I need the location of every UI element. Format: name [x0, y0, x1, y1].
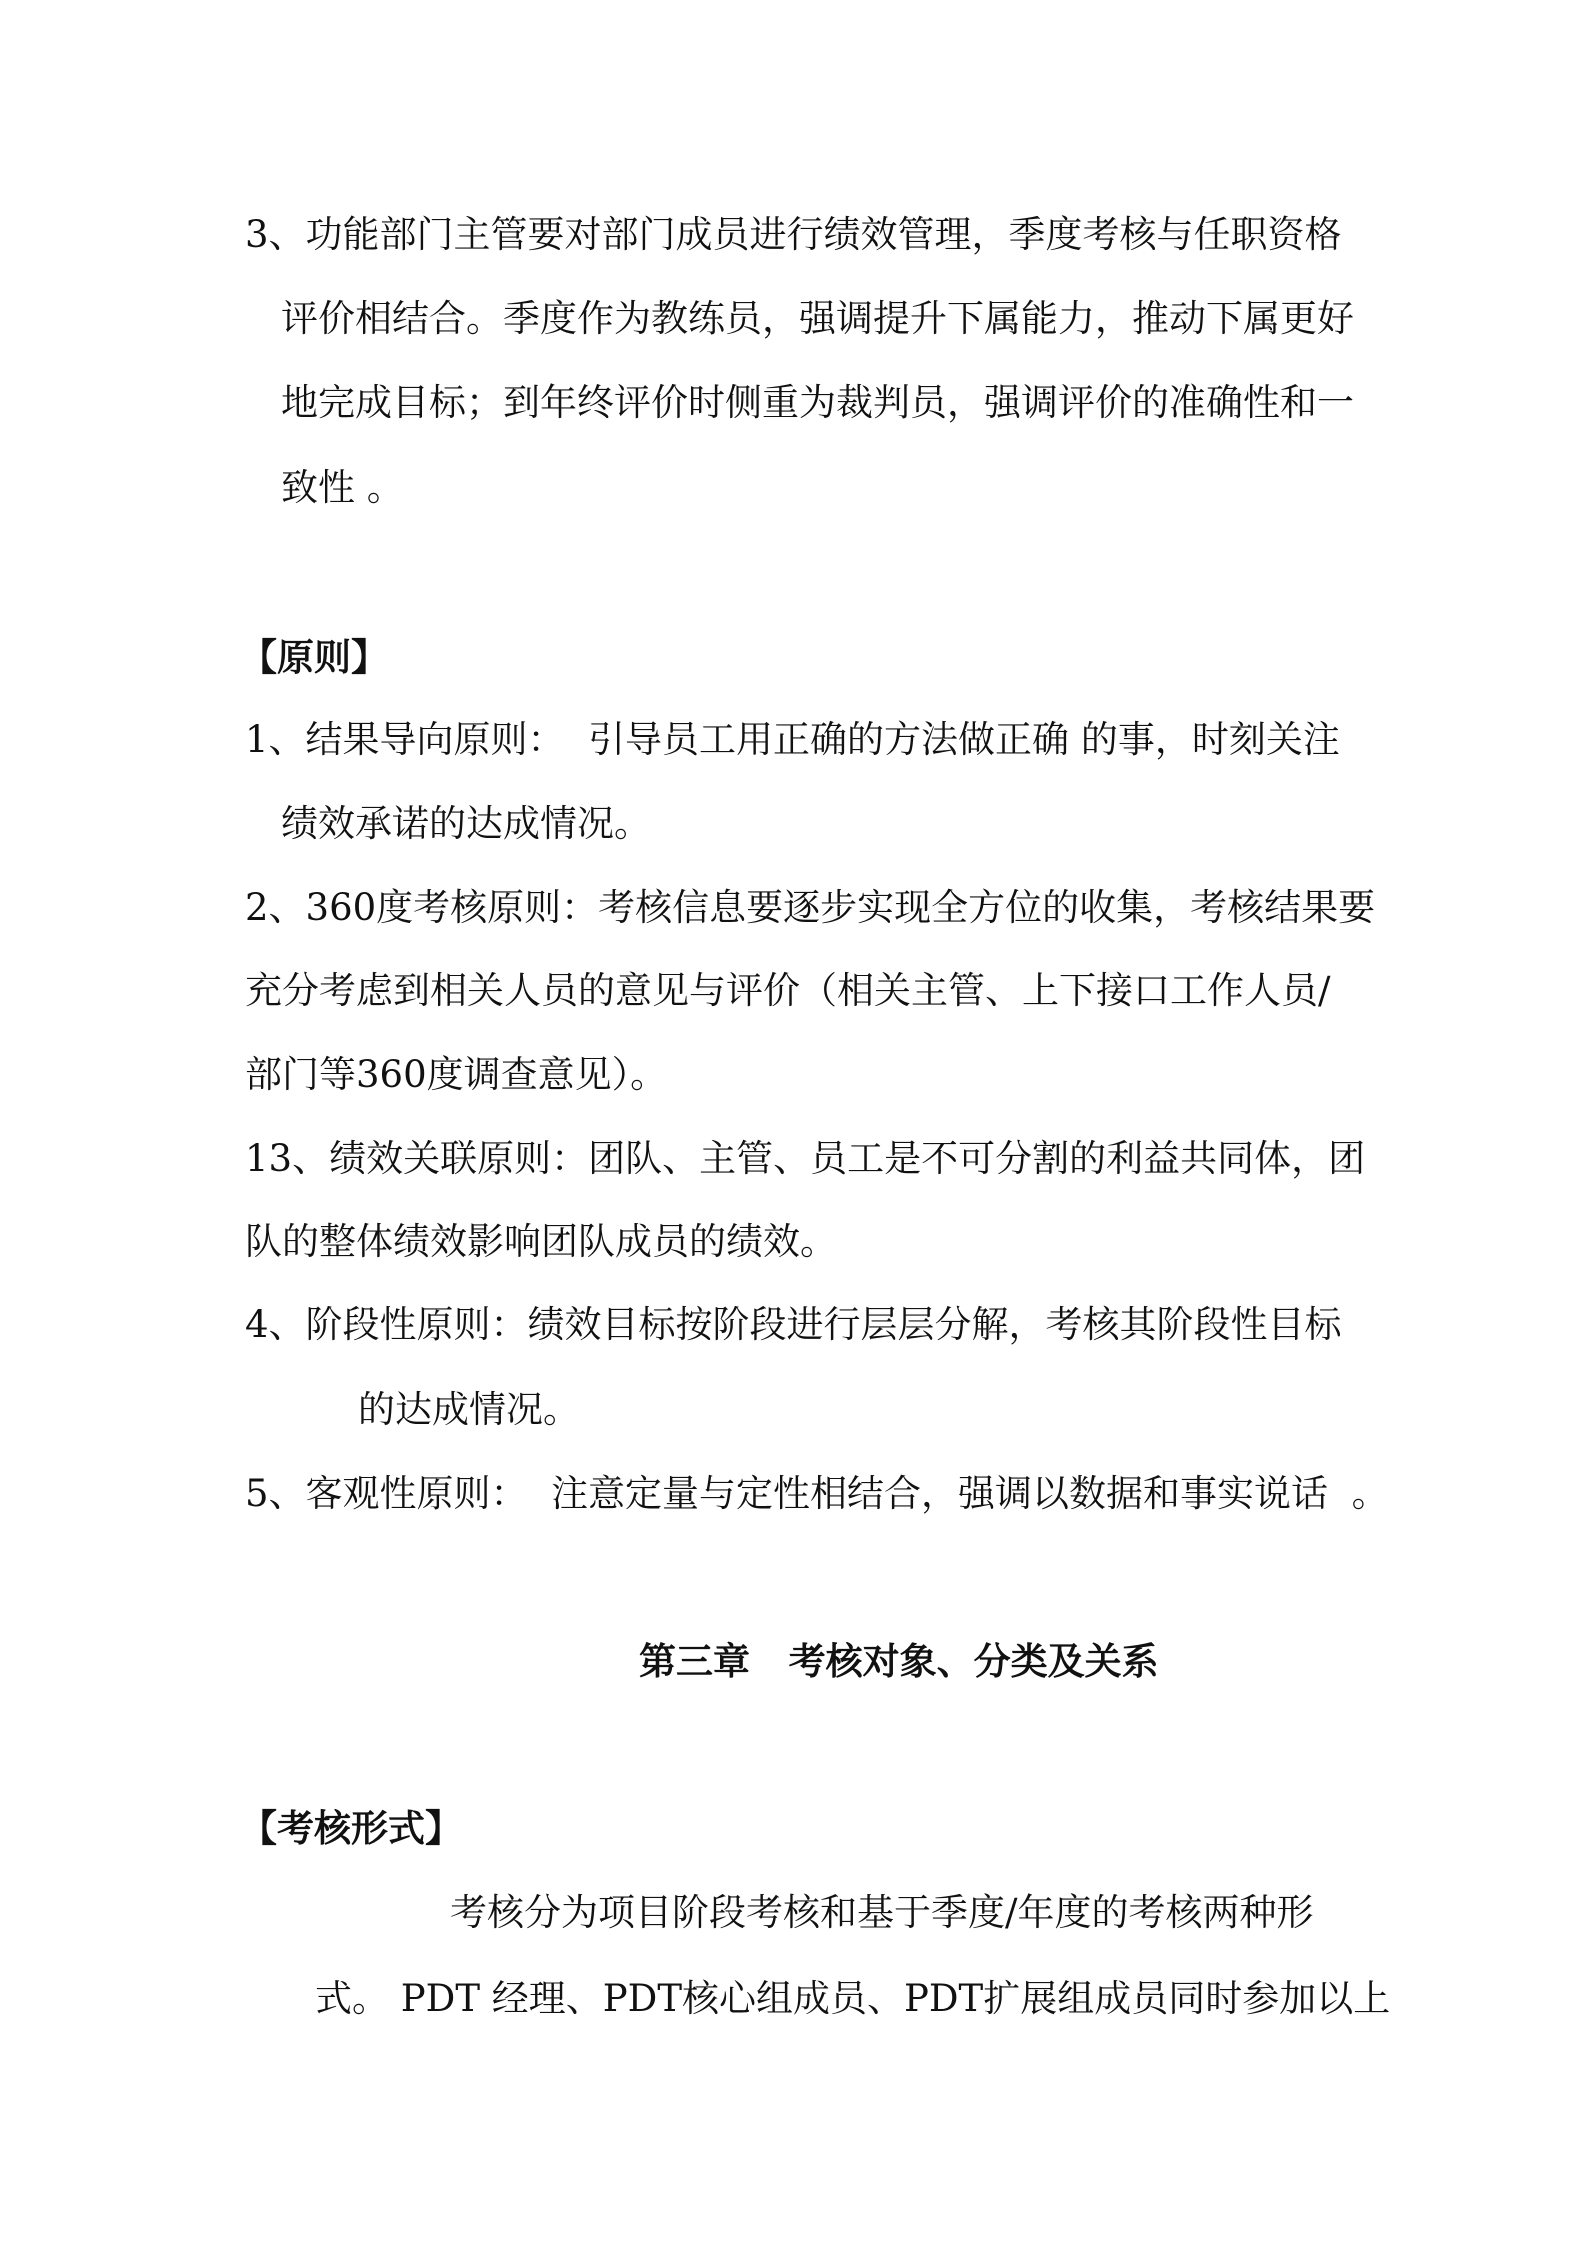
paragraph-line: 评价相结合。季度作为教练员，强调提升下属能力，推动下属更好 [281, 297, 1354, 340]
paragraph-line: 地完成目标；到年终评价时侧重为裁判员，强调评价的准确性和一 [281, 381, 1354, 424]
chapter-title: 第三章 考核对象、分类及关系 [639, 1639, 1159, 1683]
paragraph-line: 考核分为项目阶段考核和基于季度/年度的考核两种形 [450, 1891, 1314, 1934]
principle-line: 部门等360度调查意见）。 [245, 1053, 668, 1096]
principle-line: 队的整体绩效影响团队成员的绩效。 [245, 1220, 837, 1263]
paragraph-line: 致性 。 [281, 466, 404, 509]
principle-line: 的达成情况。 [358, 1388, 580, 1431]
section-heading-principles: 【原则】 [240, 635, 388, 679]
section-heading-assessment-form: 【考核形式】 [240, 1806, 462, 1850]
principle-line: 2、360度考核原则：考核信息要逐步实现全方位的收集，考核结果要 [245, 886, 1376, 929]
principle-line: 13、绩效关联原则：团队、主管、员工是不可分割的利益共同体，团 [245, 1137, 1366, 1180]
principle-line: 充分考虑到相关人员的意见与评价（相关主管、上下接口工作人员/ [245, 969, 1331, 1012]
paragraph-line: 式。 PDT 经理、PDT核心组成员、PDT扩展组成员同时参加以上 [315, 1977, 1391, 2020]
principle-line: 4、阶段性原则：绩效目标按阶段进行层层分解，考核其阶段性目标 [245, 1303, 1342, 1346]
principle-line: 绩效承诺的达成情况。 [281, 802, 651, 845]
principle-line: 5、客观性原则： 注意定量与定性相结合，强调以数据和事实说话 。 [245, 1472, 1389, 1515]
principle-line: 1、结果导向原则： 引导员工用正确的方法做正确 的事，时刻关注 [245, 718, 1340, 761]
paragraph-line: 3、功能部门主管要对部门成员进行绩效管理，季度考核与任职资格 [245, 213, 1342, 256]
